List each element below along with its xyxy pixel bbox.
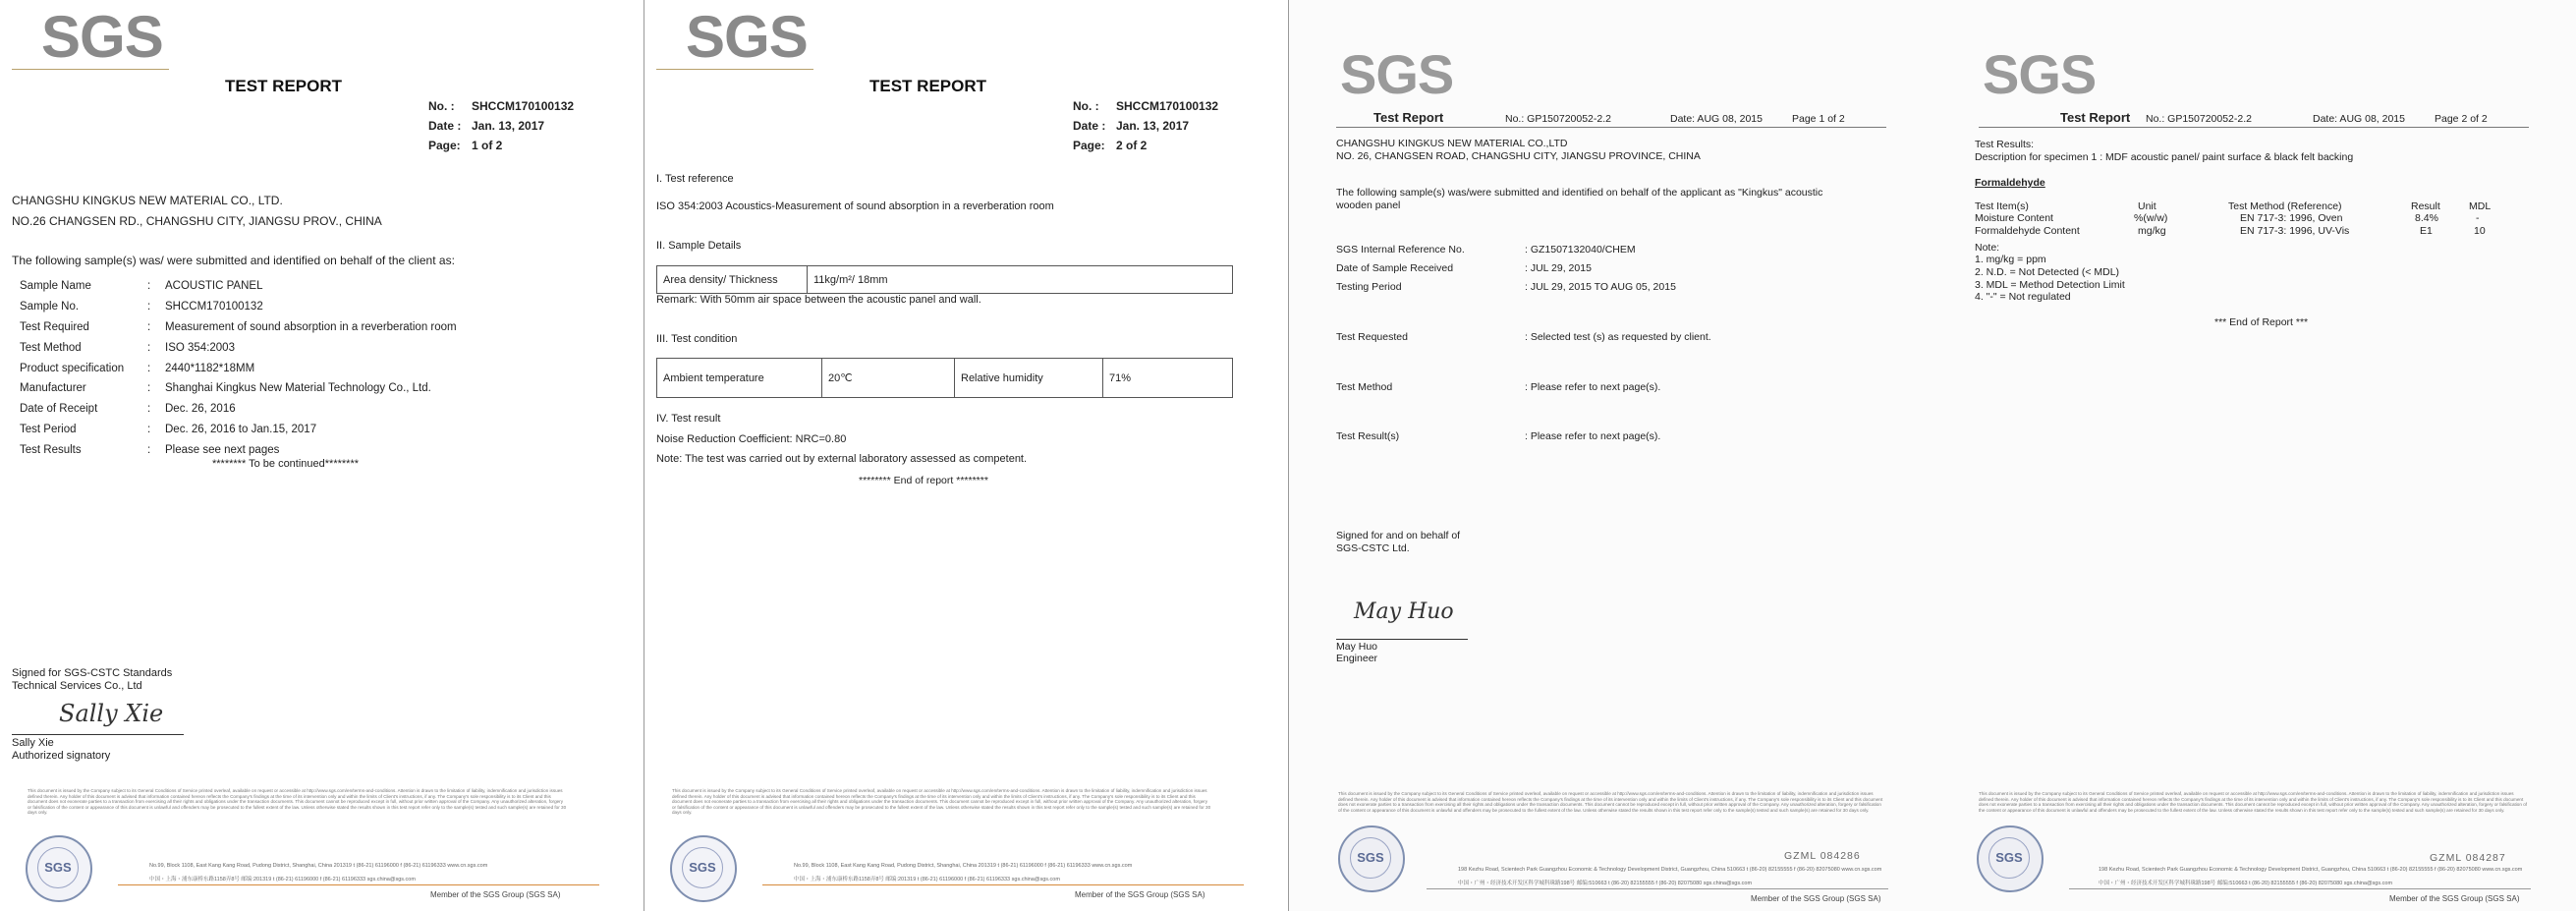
period-label: Testing Period xyxy=(1336,281,1402,293)
to-be-continued: ******** To be continued******** xyxy=(212,458,360,470)
col-header-item: Test Item(s) xyxy=(1975,200,2029,212)
terms-fine-print: This document is issued by the Company subject to its General Conditions of Service printed overleaf, available on request or accessible at http://www.sgs.com/en/terms-and-conditions. Attention is drawn to the limitation of liability, indemnification and jurisdiction issues defined therein. Any holder of this document is advised that information contained hereon reflects the Company's findings at the time of its intervention only and within the limits of Client's instructions, if any. The Company's sole responsibility is to its Client and this document does not exonerate parties to a transaction from exercising all their rights and obligations under the transaction documents. This document cannot be reproduced except in full, without prior written approval of the Company. Any unauthorized alteration, forgery or falsification of the content or appearance of this document is unlawful and offenders may be prosecuted to the fullest extent of the law. Unless otherwise stated the results shown in this test report refer only to the sample(s) tested and such sample(s) are retained for 30 days only. xyxy=(28,788,567,816)
terms-fine-print: This document is issued by the Company subject to its General Conditions of Service printed overleaf, available on request or accessible at http://www.sgs.com/en/terms-and-conditions. Attention is drawn to the limitation of liability, indemnification and jurisdiction issues defined therein. Any holder of this document is advised that information contained hereon reflects the Company's findings at the time of its intervention only and within the limits of Client's instructions, if any. The Company's sole responsibility is to its Client and this document does not exonerate parties to a transaction from exercising all their rights and obligations under the transaction documents. This document cannot be reproduced except in full, without prior written approval of the Company. Any unauthorized alteration, forgery or falsification of the content or appearance of this document is unlawful and offenders may be prosecuted to the fullest extent of the law. Unless otherwise stated the results shown in this test report refer only to the sample(s) tested and such sample(s) are retained for 30 days only. xyxy=(672,788,1211,816)
report-no-label: No. : xyxy=(428,99,455,113)
report-page-4 xyxy=(1932,0,2576,911)
test-condition-box xyxy=(656,358,1233,398)
table-row xyxy=(657,359,1233,398)
client-name: CHANGSHU KINGKUS NEW MATERIAL CO.,LTD xyxy=(1336,138,1568,149)
report-no-label: No. : xyxy=(1073,99,1099,113)
footer-rule xyxy=(118,884,599,885)
ref-label: SGS Internal Reference No. xyxy=(1336,244,1465,256)
footer-rule xyxy=(2069,888,2531,889)
header-rule xyxy=(1336,127,1886,128)
table-row: Test Required : Measurement of sound absorption in a reverberation room xyxy=(20,317,457,338)
table-cell-item: Moisture Content xyxy=(1975,212,2053,224)
ambient-temp-value: 20℃ xyxy=(822,359,955,398)
table-row: Manufacturer : Shanghai Kingkus New Material Technology Co., Ltd. xyxy=(20,378,457,399)
terms-fine-print: This document is issued by the Company subject to its General Conditions of Service printed overleaf, available on request or accessible at http://www.sgs.com/en/terms-and-conditions. Attention is drawn to the limitation of liability, indemnification and jurisdiction issues defined therein. Any holder of this document is advised that information contained hereon reflects the Company's findings at the time of its intervention only and within the limits of Client's instructions, if any. The Company's sole responsibility is to its Client and this document does not exonerate parties to a transaction from exercising all their rights and obligations under the transaction documents. This document cannot be reproduced except in full, without prior written approval of the Company. Any unauthorized alteration, forgery or falsification of the content or appearance of this document is unlawful and offenders may be prosecuted to the fullest extent of the law. Unless otherwise stated the results shown in this test report refer only to the sample(s) tested and such sample(s) are retained for 30 days only. xyxy=(1338,791,1883,813)
section-test-condition: III. Test condition xyxy=(656,333,738,345)
row-value: Please see next pages xyxy=(165,443,280,456)
signed-for-company: Technical Services Co., Ltd xyxy=(12,680,142,692)
signed-for: Signed for SGS-CSTC Standards xyxy=(12,667,173,679)
footer-address-cn: 中国・广州・经济技术开发区科学城科珠路198号 邮编:510663 t (86-20) 82155555 f (86-20) 82075080 sgs.china@sgs.com xyxy=(1458,881,1753,886)
table-row: Test Method : ISO 354:2003 xyxy=(20,337,457,358)
table-row: Product specification : 2440*1182*18MM xyxy=(20,358,457,378)
signer-name: May Huo xyxy=(1336,641,1378,653)
report-page-3 xyxy=(1289,0,1932,911)
sample-details-box xyxy=(656,265,1233,294)
test-requested-value: : Selected test (s) as requested by client. xyxy=(1525,331,1711,343)
serial-number: GZML 084287 xyxy=(2430,852,2506,864)
table-row: Test Results : Please see next pages xyxy=(20,439,457,460)
footer-address-cn: 中国・上海・浦东康桥东路1158弄8号 邮编:201319 t (86-21) 61196000 f (86-21) 61196333 sgs.china@sgs.com xyxy=(794,877,1060,883)
signature: May Huo xyxy=(1354,599,1454,624)
footer-rule xyxy=(1427,888,1888,889)
row-key: Product specification xyxy=(20,362,125,374)
test-result-label: Test Result(s) xyxy=(1336,430,1400,442)
signer-role: Engineer xyxy=(1336,653,1378,664)
result-note: Note: The test was carried out by external laboratory assessed as competent. xyxy=(656,453,1028,465)
report-date: Date: AUG 08, 2015 xyxy=(1670,113,1763,125)
report-page-2 xyxy=(644,0,1289,911)
sgs-logo: SGS xyxy=(1983,43,2097,105)
sgs-logo: SGS xyxy=(1340,43,1454,105)
row-value: ISO 354:2003 xyxy=(165,341,235,354)
report-no: No.: GP150720052-2.2 xyxy=(1505,113,1611,125)
col-header-result: Result xyxy=(2411,200,2440,212)
row-key: Test Results xyxy=(20,443,82,456)
humidity-label: Relative humidity xyxy=(955,359,1103,398)
note-line: 3. MDL = Method Detection Limit xyxy=(1975,279,2125,291)
client-address: NO.26 CHANGSEN RD., CHANGSHU CITY, JIANGSU PROV., CHINA xyxy=(12,214,382,228)
row-key: Test Required xyxy=(20,320,89,333)
sgs-logo: SGS xyxy=(686,4,808,70)
col-header-method: Test Method (Reference) xyxy=(2228,200,2342,212)
row-key: Date of Receipt xyxy=(20,403,98,416)
period-value: : JUL 29, 2015 TO AUG 05, 2015 xyxy=(1525,281,1676,293)
table-row: Sample Name : ACOUSTIC PANEL xyxy=(20,276,457,297)
table-cell-unit: %(w/w) xyxy=(2134,212,2168,224)
signer-role: Authorized signatory xyxy=(12,750,111,762)
sgs-seal: SGS xyxy=(26,835,92,902)
footer-rule xyxy=(762,884,1244,885)
sgs-seal: SGS xyxy=(670,835,737,902)
report-page: Page 2 of 2 xyxy=(2435,113,2488,125)
signed-for-company: SGS-CSTC Ltd. xyxy=(1336,542,1410,554)
test-method-label: Test Method xyxy=(1336,381,1393,393)
footer-address: 198 Kezhu Road, Scientech Park Guangzhou Economic & Technology Development District, Guangzhou, China 510663 t (86-20) 82155555 f (86-20) 82075080 www.cn.sgs.com xyxy=(1458,867,1882,873)
footer-address: No.99, Block 1108, East Kang Kang Road, Pudong District, Shanghai, China 201319 t (86-21) 61196000 f (86-21) 61196333 www.cn.sgs.com xyxy=(149,863,488,869)
client-address: NO. 26, CHANGSEN ROAD, CHANGSHU CITY, JIANGSU PROVINCE, CHINA xyxy=(1336,150,1701,162)
table-cell-result: 8.4% xyxy=(2415,212,2438,224)
row-value: Measurement of sound absorption in a reverberation room xyxy=(165,320,457,333)
row-key: Sample No. xyxy=(20,301,80,313)
table-cell-mdl: - xyxy=(2476,212,2480,224)
signature-line xyxy=(1336,639,1468,640)
table-row: Test Period : Dec. 26, 2016 to Jan.15, 2017 xyxy=(20,420,457,440)
section-formaldehyde: Formaldehyde xyxy=(1975,177,2045,189)
signer-name: Sally Xie xyxy=(12,737,54,749)
test-reference-text: ISO 354:2003 Acoustics-Measurement of sound absorption in a reverberation room xyxy=(656,200,1054,212)
col-header-unit: Unit xyxy=(2138,200,2156,212)
results-heading: Test Results: xyxy=(1975,139,2035,150)
sgs-member-text: Member of the SGS Group (SGS SA) xyxy=(2389,894,2520,903)
section-test-result: IV. Test result xyxy=(656,413,721,425)
footer-address: No.99, Block 1108, East Kang Kang Road, Pudong District, Shanghai, China 201319 t (86-21) 61196000 f (86-21) 61196333 www.cn.sgs.com xyxy=(794,863,1133,869)
report-date: Date: AUG 08, 2015 xyxy=(2313,113,2405,125)
row-value: Dec. 26, 2016 to Jan.15, 2017 xyxy=(165,423,317,435)
table-cell-unit: mg/kg xyxy=(2138,225,2166,237)
sample-details-table xyxy=(20,276,457,460)
density-value: 11kg/m²/ 18mm xyxy=(808,266,1233,294)
table-cell-method: EN 717-3: 1996, Oven xyxy=(2240,212,2343,224)
note-line: Note: xyxy=(1975,242,2000,254)
specimen-description: Description for specimen 1 : MDF acoustic panel/ paint surface & black felt backing xyxy=(1975,151,2354,163)
col-header-mdl: MDL xyxy=(2469,200,2492,212)
report-title: TEST REPORT xyxy=(869,77,987,95)
report-no: No.: GP150720052-2.2 xyxy=(2146,113,2252,125)
section-test-reference: I. Test reference xyxy=(656,173,734,185)
table-row: Sample No. : SHCCM170100132 xyxy=(20,297,457,317)
section-sample-details: II. Sample Details xyxy=(656,240,742,252)
report-page-label: Page: xyxy=(428,139,461,152)
signed-for: Signed for and on behalf of xyxy=(1336,530,1461,541)
report-title: Test Report xyxy=(2060,110,2131,125)
table-row: Date of Receipt : Dec. 26, 2016 xyxy=(20,399,457,420)
row-value: ACOUSTIC PANEL xyxy=(165,280,263,293)
ambient-temp-label: Ambient temperature xyxy=(657,359,822,398)
row-key: Sample Name xyxy=(20,280,91,293)
report-date-label: Date : xyxy=(428,119,462,133)
received-label: Date of Sample Received xyxy=(1336,262,1454,274)
intro-text-cont: wooden panel xyxy=(1336,199,1401,211)
report-title: Test Report xyxy=(1373,110,1444,125)
nrc-result: Noise Reduction Coefficient: NRC=0.80 xyxy=(656,433,847,445)
footer-address-cn: 中国・广州・经济技术开发区科学城科珠路198号 邮编:510663 t (86-20) 82155555 f (86-20) 82075080 sgs.china@sgs.com xyxy=(2099,881,2393,886)
sgs-member-text: Member of the SGS Group (SGS SA) xyxy=(1075,890,1205,899)
test-method-value: : Please refer to next page(s). xyxy=(1525,381,1661,393)
ref-value: : GZ1507132040/CHEM xyxy=(1525,244,1636,256)
received-value: : JUL 29, 2015 xyxy=(1525,262,1592,274)
client-name: CHANGSHU KINGKUS NEW MATERIAL CO., LTD. xyxy=(12,194,283,207)
sgs-member-text: Member of the SGS Group (SGS SA) xyxy=(1751,894,1881,903)
table-row xyxy=(657,266,1233,294)
header-rule xyxy=(1979,127,2529,128)
sgs-logo: SGS xyxy=(41,4,163,70)
row-value: SHCCM170100132 xyxy=(165,301,263,313)
test-result-value: : Please refer to next page(s). xyxy=(1525,430,1661,442)
report-page-1 xyxy=(0,0,644,911)
report-page: 1 of 2 xyxy=(472,139,503,152)
sgs-member-text: Member of the SGS Group (SGS SA) xyxy=(430,890,561,899)
sgs-seal: SGS xyxy=(1977,826,2044,892)
density-label: Area density/ Thickness xyxy=(657,266,808,294)
table-cell-mdl: 10 xyxy=(2474,225,2486,237)
signature-line xyxy=(12,734,184,735)
footer-address-cn: 中国・上海・浦东康桥东路1158弄8号 邮编:201319 t (86-21) 61196000 f (86-21) 61196333 sgs.china@sgs.com xyxy=(149,877,416,883)
end-of-report: ******** End of report ******** xyxy=(859,475,988,486)
sample-remark: Remark: With 50mm air space between the acoustic panel and wall. xyxy=(656,294,981,306)
row-value: 2440*1182*18MM xyxy=(165,362,255,374)
row-key: Test Period xyxy=(20,423,77,435)
table-cell-item: Formaldehyde Content xyxy=(1975,225,2080,237)
terms-fine-print: This document is issued by the Company subject to its General Conditions of Service printed overleaf, available on request or accessible at http://www.sgs.com/en/terms-and-conditions. Attention is drawn to the limitation of liability, indemnification and jurisdiction issues defined therein. Any holder of this document is advised that information contained hereon reflects the Company's findings at the time of its intervention only and within the limits of Client's instructions, if any. The Company's sole responsibility is to its Client and this document does not exonerate parties to a transaction from exercising all their rights and obligations under the transaction documents. This document cannot be reproduced except in full, without prior written approval of the Company. Any unauthorized alteration, forgery or falsification of the content or appearance of this document is unlawful and offenders may be prosecuted to the fullest extent of the law. Unless otherwise stated the results shown in this test report refer only to the sample(s) tested and such sample(s) are retained for 30 days only. xyxy=(1979,791,2528,813)
signature: Sally Xie xyxy=(59,700,164,727)
humidity-value: 71% xyxy=(1103,359,1233,398)
report-no: SHCCM170100132 xyxy=(1116,99,1219,113)
test-requested-label: Test Requested xyxy=(1336,331,1408,343)
report-date: Jan. 13, 2017 xyxy=(1116,119,1190,133)
logo-rule xyxy=(656,69,813,70)
row-key: Manufacturer xyxy=(20,382,86,395)
note-line: 1. mg/kg = ppm xyxy=(1975,254,2046,265)
report-page-label: Page: xyxy=(1073,139,1105,152)
report-title: TEST REPORT xyxy=(225,77,343,95)
intro-text: The following sample(s) was/ were submitted and identified on behalf of the client as: xyxy=(12,254,455,267)
footer-address: 198 Kezhu Road, Scientech Park Guangzhou Economic & Technology Development District, Guangzhou, China 510663 t (86-20) 82155555 f (86-20) 82075080 www.cn.sgs.com xyxy=(2099,867,2523,873)
report-no: SHCCM170100132 xyxy=(472,99,575,113)
logo-rule xyxy=(12,69,169,70)
intro-text: The following sample(s) was/were submitted and identified on behalf of the applicant as "Kingkus" acoustic xyxy=(1336,187,1823,199)
report-page: Page 1 of 2 xyxy=(1792,113,1845,125)
table-cell-result: E1 xyxy=(2420,225,2433,237)
report-date: Jan. 13, 2017 xyxy=(472,119,545,133)
row-value: Shanghai Kingkus New Material Technology Co., Ltd. xyxy=(165,382,431,395)
row-key: Test Method xyxy=(20,341,82,354)
row-value: Dec. 26, 2016 xyxy=(165,403,236,416)
report-date-label: Date : xyxy=(1073,119,1106,133)
note-line: 2. N.D. = Not Detected (< MDL) xyxy=(1975,266,2120,278)
report-page: 2 of 2 xyxy=(1116,139,1148,152)
serial-number: GZML 084286 xyxy=(1784,850,1861,862)
end-of-report: *** End of Report *** xyxy=(2214,316,2309,328)
sgs-seal: SGS xyxy=(1338,826,1405,892)
table-cell-method: EN 717-3: 1996, UV-Vis xyxy=(2240,225,2350,237)
note-line: 4. "-" = Not regulated xyxy=(1975,291,2071,303)
